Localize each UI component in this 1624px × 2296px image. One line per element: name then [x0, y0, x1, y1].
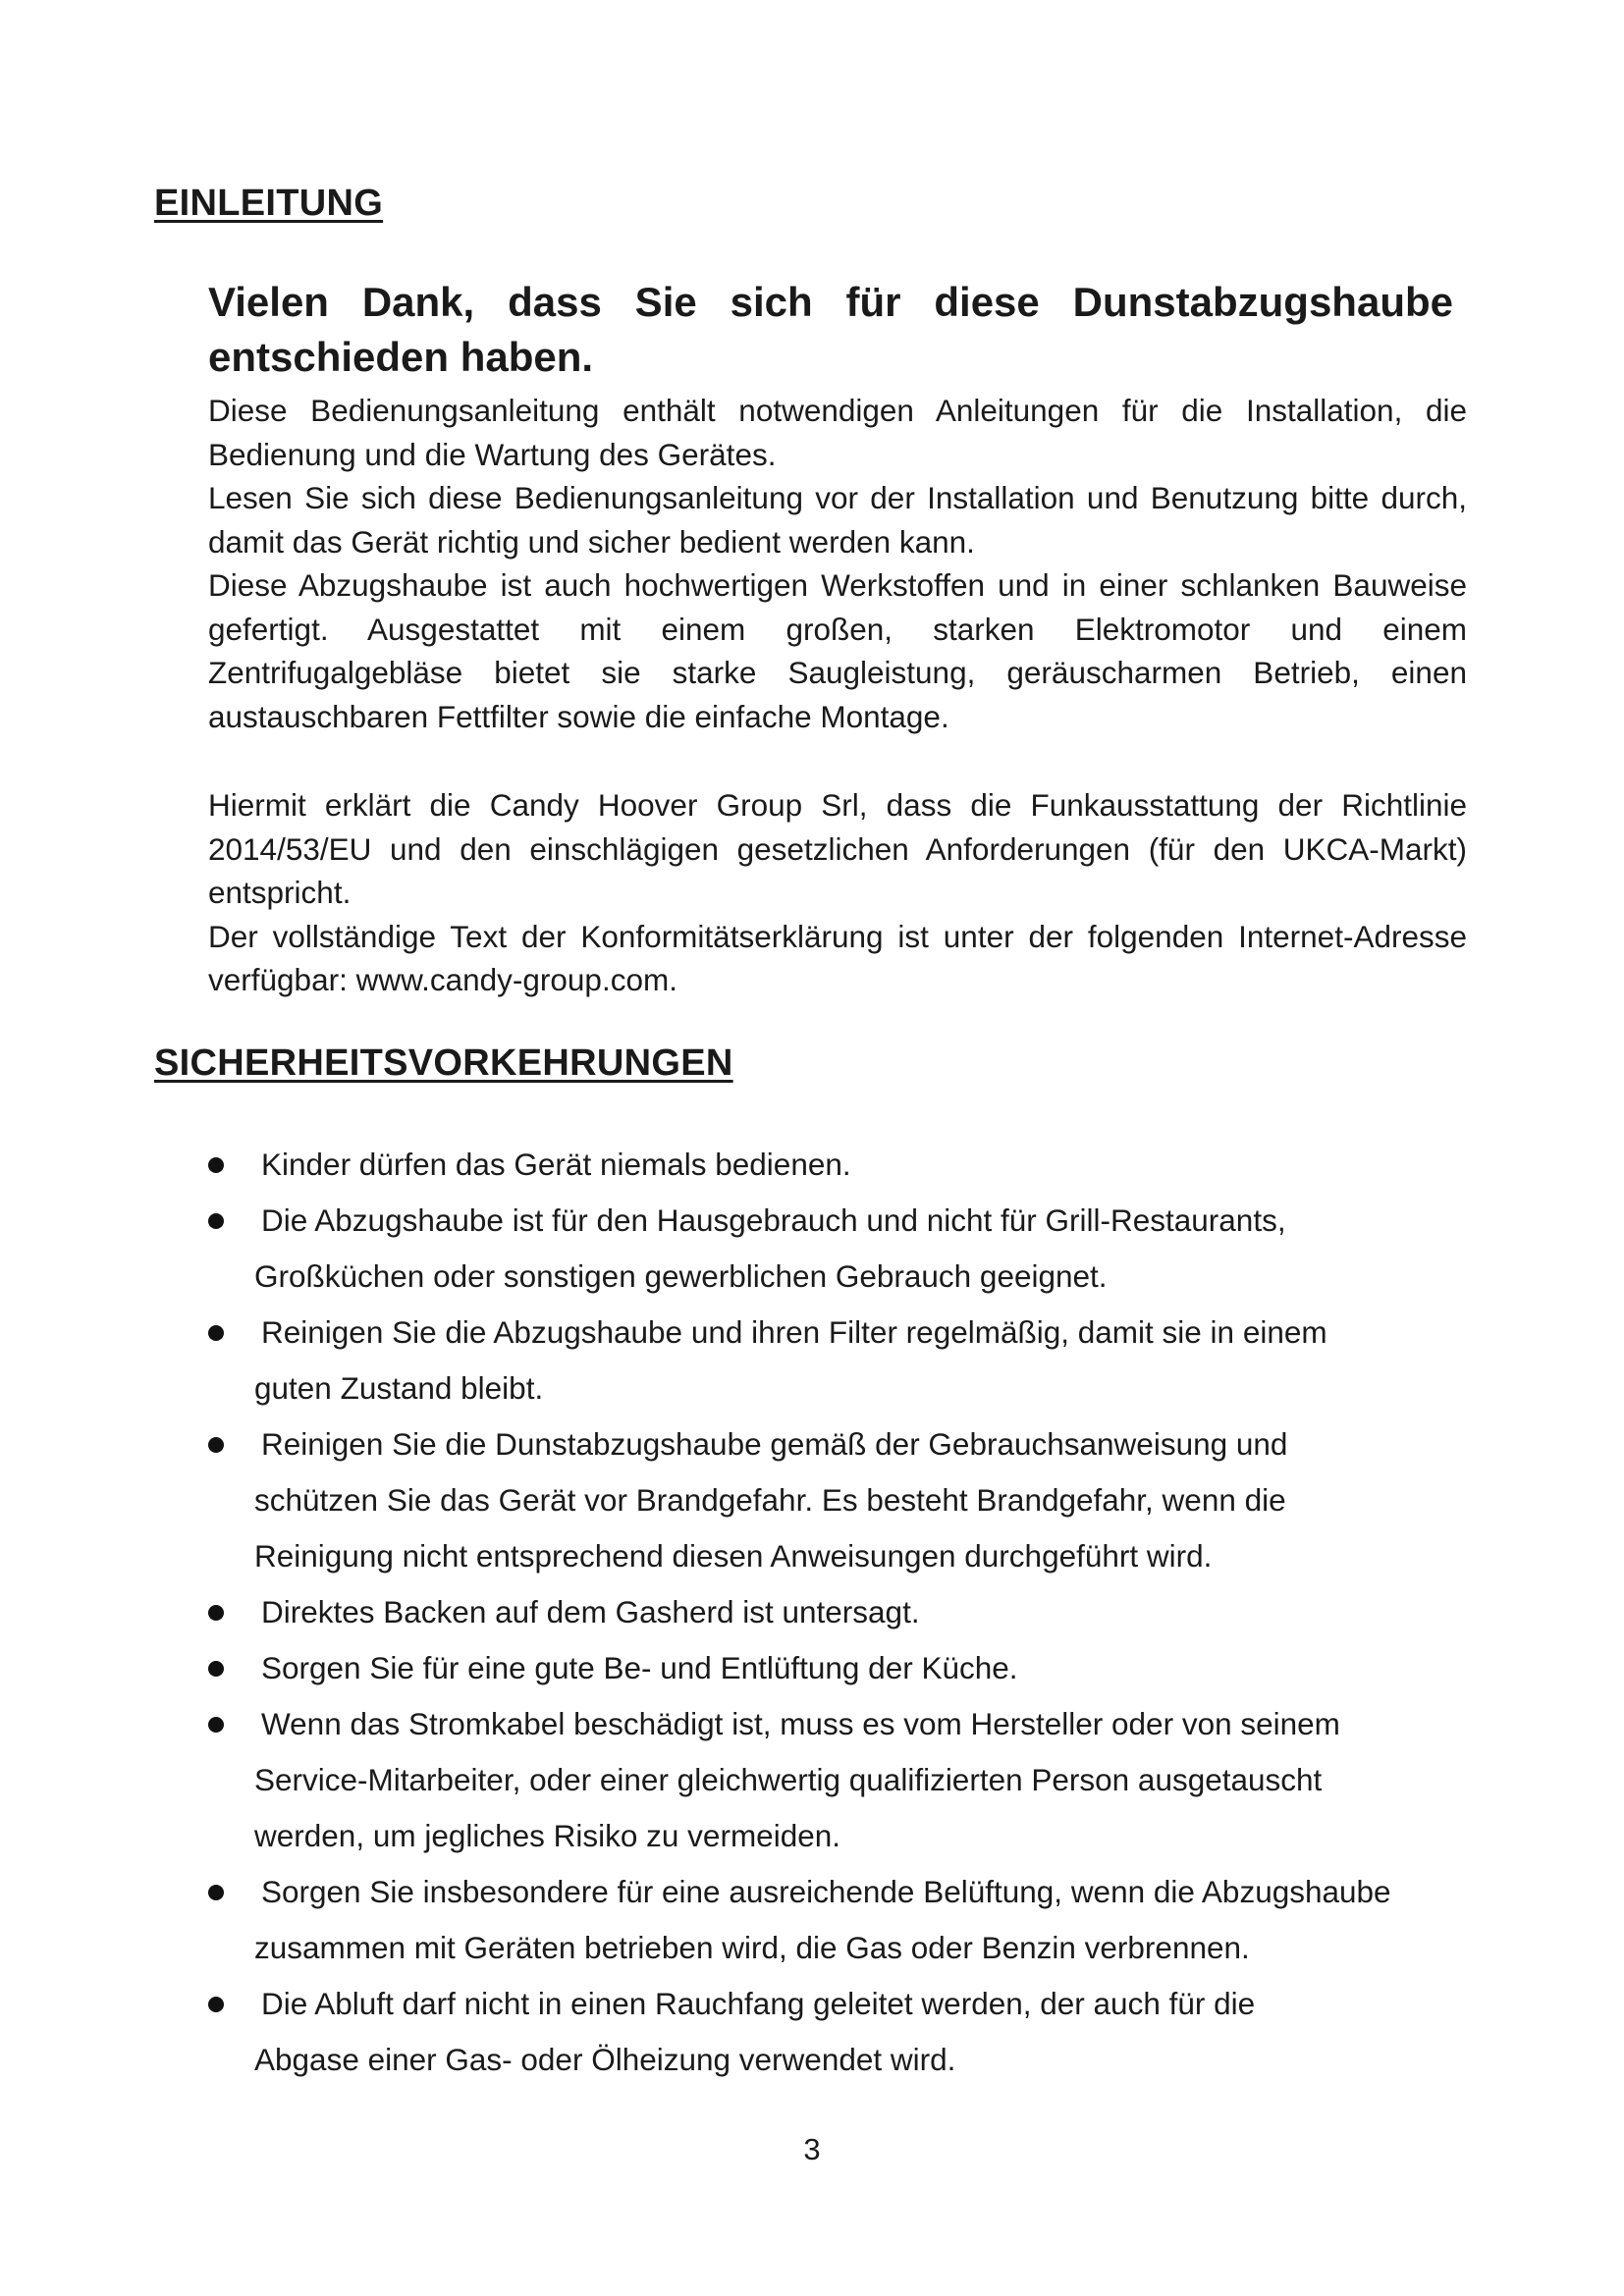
- intro-paragraph: Diese Abzugshaube ist auch hochwertigen Werkstoffen und in einer schlanken Bauweise gefertigt. Ausgestattet mit einem großen, starken Elektromotor und einem Zentrifugalgebläse bietet sie starke Saugleistung, geräuscharmen Betrieb, einen austauschbaren Fettfilter sowie die einfache Montage.: [208, 567, 1467, 734]
- safety-item: [208, 1193, 1485, 1305]
- safety-item: [208, 1137, 1485, 1193]
- intro-paragraphs: [208, 389, 1467, 738]
- safety-item: [208, 1584, 1485, 1640]
- safety-item-text: Kinder dürfen das Gerät niemals bedienen.: [261, 1147, 851, 1182]
- safety-item-continuation: zusammen mit Geräten betrieben wird, die Gas oder Benzin verbrennen.: [254, 1930, 1250, 1965]
- safety-item-continuation: schützen Sie das Gerät vor Brandgefahr. Es besteht Brandgefahr, wenn die: [254, 1482, 1286, 1518]
- safety-item-text: Reinigen Sie die Dunstabzugshaube gemäß der Gebrauchsanweisung und: [261, 1426, 1288, 1462]
- bullet-icon: [208, 1997, 224, 2012]
- safety-item-text: Sorgen Sie für eine gute Be- und Entlüftung der Küche.: [261, 1650, 1018, 1685]
- safety-item-continuation: werden, um jegliches Risiko zu vermeiden.: [254, 1818, 841, 1853]
- bullet-icon: [208, 1605, 224, 1621]
- safety-item-text: Die Abluft darf nicht in einen Rauchfang geleitet werden, der auch für die: [261, 1986, 1256, 2021]
- safety-item: [208, 1305, 1485, 1416]
- page-number: 3: [803, 2132, 821, 2166]
- declaration-paragraph: Der vollständige Text der Konformitätserklärung ist unter der folgenden Internet-Adresse verfügbar: www.candy-group.com.: [208, 918, 1467, 997]
- safety-item-text: Sorgen Sie insbesondere für eine ausreichende Belüftung, wenn die Abzugshaube: [261, 1874, 1391, 1909]
- bullet-icon: [208, 1717, 224, 1733]
- safety-item-text: Die Abzugshaube ist für den Hausgebrauch und nicht für Grill-Restaurants,: [261, 1202, 1286, 1238]
- safety-heading: SICHERHEITSVORKEHRUNGEN: [154, 1042, 733, 1084]
- bullet-icon: [208, 1157, 224, 1173]
- safety-item-continuation: Service-Mitarbeiter, oder einer gleichwertig qualifizierten Person ausgetauscht: [254, 1762, 1323, 1797]
- safety-item-continuation: guten Zustand bleibt.: [254, 1370, 544, 1406]
- intro-paragraph: Lesen Sie sich diese Bedienungsanleitung vor der Installation und Benutzung bitte durch, damit das Gerät richtig und sicher bedient werden kann.: [208, 480, 1467, 560]
- safety-item: [208, 1696, 1485, 1864]
- safety-item-continuation: Abgase einer Gas- oder Ölheizung verwendet wird.: [254, 2042, 956, 2077]
- safety-item: [208, 1864, 1485, 1976]
- intro-paragraph: Diese Bedienungsanleitung enthält notwendigen Anleitungen für die Installation, die Bedienung und die Wartung des Gerätes.: [208, 393, 1467, 472]
- intro-heading: EINLEITUNG: [154, 183, 384, 224]
- safety-item-text: Reinigen Sie die Abzugshaube und ihren Filter regelmäßig, damit sie in einem: [261, 1314, 1327, 1350]
- safety-item-text: Direktes Backen auf dem Gasherd ist untersagt.: [261, 1594, 920, 1629]
- intro-subtitle: Vielen Dank, dass Sie sich für diese Dunstabzugshaube entschieden haben.: [208, 279, 1453, 380]
- bullet-icon: [208, 1325, 224, 1341]
- safety-item-continuation: Großküchen oder sonstigen gewerblichen Gebrauch geeignet.: [254, 1258, 1108, 1294]
- bullet-icon: [208, 1885, 224, 1900]
- safety-item: [208, 1976, 1485, 2088]
- bullet-icon: [208, 1437, 224, 1453]
- safety-item: [208, 1416, 1485, 1584]
- bullet-icon: [208, 1661, 224, 1677]
- safety-item-continuation: Reinigung nicht entsprechend diesen Anweisungen durchgeführt wird.: [254, 1538, 1213, 1574]
- safety-item-text: Wenn das Stromkabel beschädigt ist, muss es vom Hersteller oder von seinem: [261, 1706, 1340, 1741]
- safety-item: [208, 1640, 1485, 1696]
- declaration-paragraph: Hiermit erklärt die Candy Hoover Group Srl, dass die Funkausstattung der Richtlinie 2014/53/EU und den einschlägigen gesetzlichen Anforderungen (für den UKCA-Markt) entspricht.: [208, 787, 1467, 910]
- bullet-icon: [208, 1213, 224, 1229]
- conformity-declaration: [208, 783, 1467, 1002]
- safety-list: [208, 1137, 1485, 2088]
